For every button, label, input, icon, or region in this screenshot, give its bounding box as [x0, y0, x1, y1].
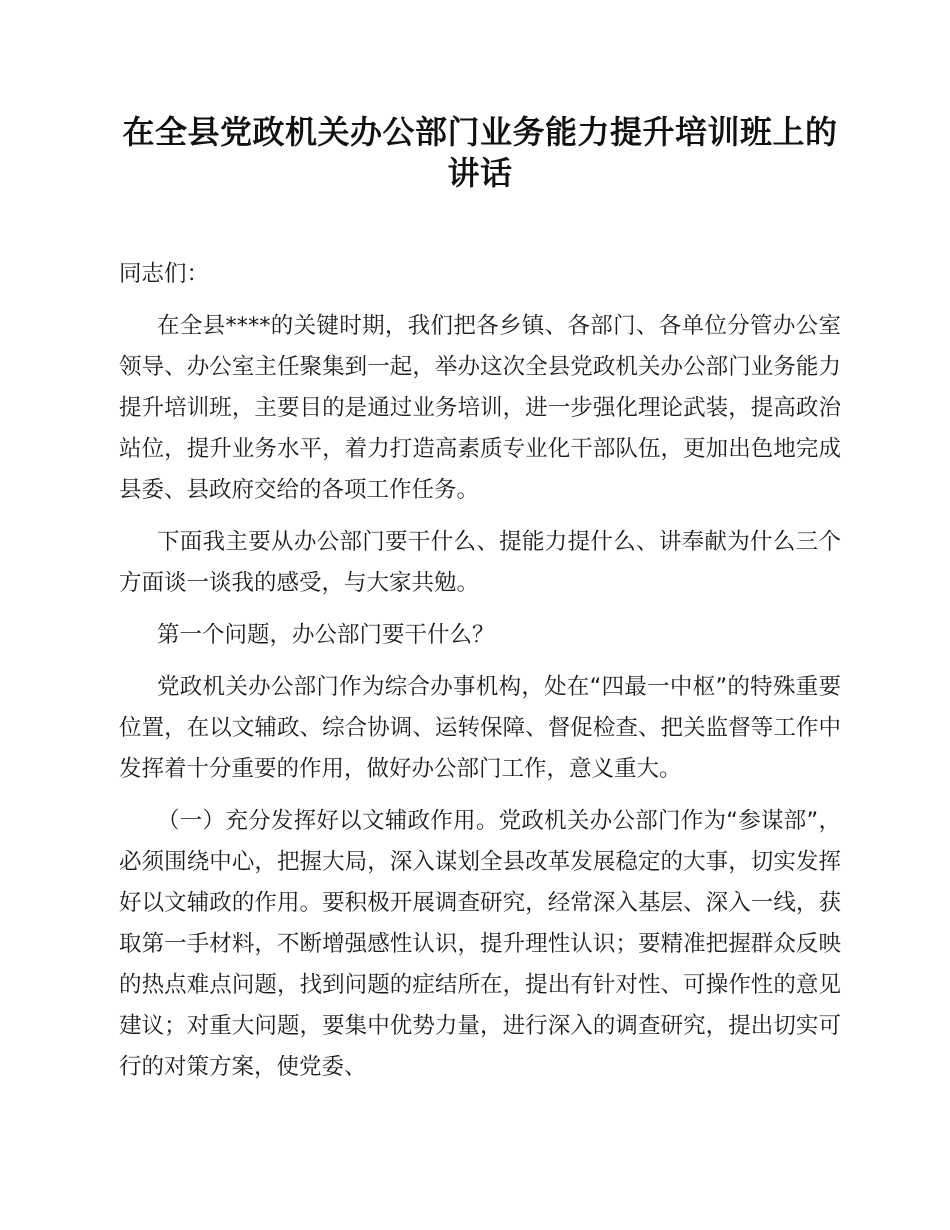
salutation: 同志们：	[119, 261, 210, 287]
paragraph: 下面我主要从办公部门要干什么、提能力提什么、讲奉献为什么三个方面谈一谈我的感受，与大家共勉。	[119, 529, 841, 596]
paragraph: 在全县****的关键时期，我们把各乡镇、各部门、各单位分管办公室领导、办公室主任聚集到一起，举办这次全县党政机关办公部门业务能力提升培训班，主要目的是通过业务培训，进一步强化理论武装，提高政治站位，提升业务水平，着力打造高素质专业化干部队伍，更加出色地完成县委、县政府交给的各项工作任务。	[119, 313, 841, 503]
section-heading: 第一个问题，办公部门要干什么？	[157, 622, 495, 648]
paragraph: （一）充分发挥好以文辅政作用。党政机关办公部门作为“参谋部”，必须围绕中心，把握大局，深入谋划全县改革发展稳定的大事，切实发挥好以文辅政的作用。要积极开展调查研究，经常深入基层、深入一线，获取第一手材料，不断增强感性认识，提升理性认识；要精准把握群众反映的热点难点问题，找到问题的症结所在，提出有针对性、可操作性的意见建议；对重大问题，要集中优势力量，进行深入的调查研究，提出切实可行的对策方案，使党委、	[119, 808, 841, 1080]
document-title: 在全县党政机关办公部门业务能力提升培训班上的讲话	[122, 113, 838, 192]
document-body	[119, 254, 841, 1099]
paragraph: 党政机关办公部门作为综合办事机构，处在“四最一中枢”的特殊重要位置，在以文辅政、综合协调、运转保障、督促检查、把关监督等工作中发挥着十分重要的作用，做好办公部门工作，意义重大。	[119, 674, 841, 782]
